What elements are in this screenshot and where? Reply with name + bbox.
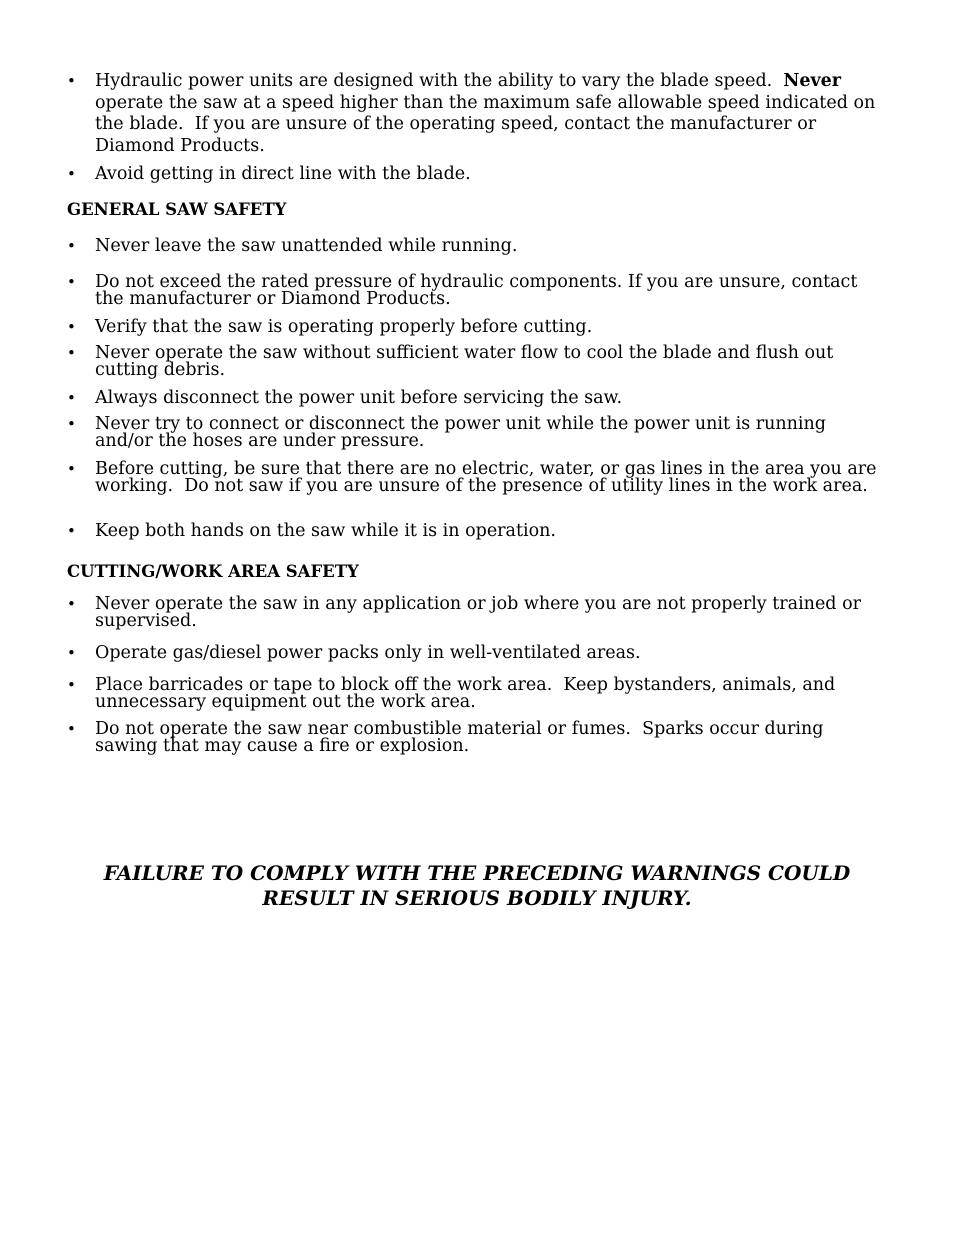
list-item: • Always disconnect the power unit before servicing the saw. — [95, 388, 885, 410]
list-item: • Do not operate the saw near combustible material or fumes. Sparks occur during sawing that may cause a fire or explosion. — [95, 721, 885, 755]
list-item: • Before cutting, be sure that there are no electric, water, or gas lines in the area you are working. Do not saw if you are unsure of the presence of utility lines in the work area. — [95, 461, 885, 495]
list-item — [95, 71, 885, 157]
list-item: • Never leave the saw unattended while running. — [95, 236, 885, 258]
list-item: • Place barricades or tape to block off the work area. Keep bystanders, animals, and unnecessary equipment out the work area. — [95, 677, 885, 711]
list-item-text: operate the saw at a speed higher than the maximum safe allowable speed indicated on the blade. If you are unsure of the operating speed, contact the manufacturer or Diamond Products. — [95, 92, 876, 156]
list-item: • Operate gas/diesel power packs only in well-ventilated areas. — [95, 643, 885, 665]
list-item: • Verify that the saw is operating properly before cutting. — [95, 317, 885, 339]
list-item: • Never try to connect or disconnect the power unit while the power unit is running and/or the hoses are under pressure. — [95, 416, 885, 450]
list-item: • Never operate the saw in any application or job where you are not properly trained or supervised. — [95, 596, 885, 630]
list-item: • Keep both hands on the saw while it is in operation. — [95, 521, 885, 543]
section-heading-general: GENERAL SAW SAFETY — [67, 200, 287, 219]
list-item: • Never operate the saw without sufficient water flow to cool the blade and flush out cutting debris. — [95, 345, 885, 379]
list-item: • Avoid getting in direct line with the blade. — [95, 164, 885, 186]
injury-warning-line-1: FAILURE TO COMPLY WITH THE PRECEDING WARNINGS COULD — [103, 861, 851, 885]
emphasis-never: Never — [783, 71, 842, 91]
injury-warning-line-2: RESULT IN SERIOUS BODILY INJURY. — [262, 886, 692, 910]
section-heading-cutting: CUTTING/WORK AREA SAFETY — [67, 562, 359, 581]
injury-warning — [60, 861, 894, 911]
list-item-text: Hydraulic power units are designed with the ability to vary the blade speed. — [95, 71, 784, 91]
list-item: • Do not exceed the rated pressure of hydraulic components. If you are unsure, contact the manufacturer or Diamond Products. — [95, 274, 885, 308]
